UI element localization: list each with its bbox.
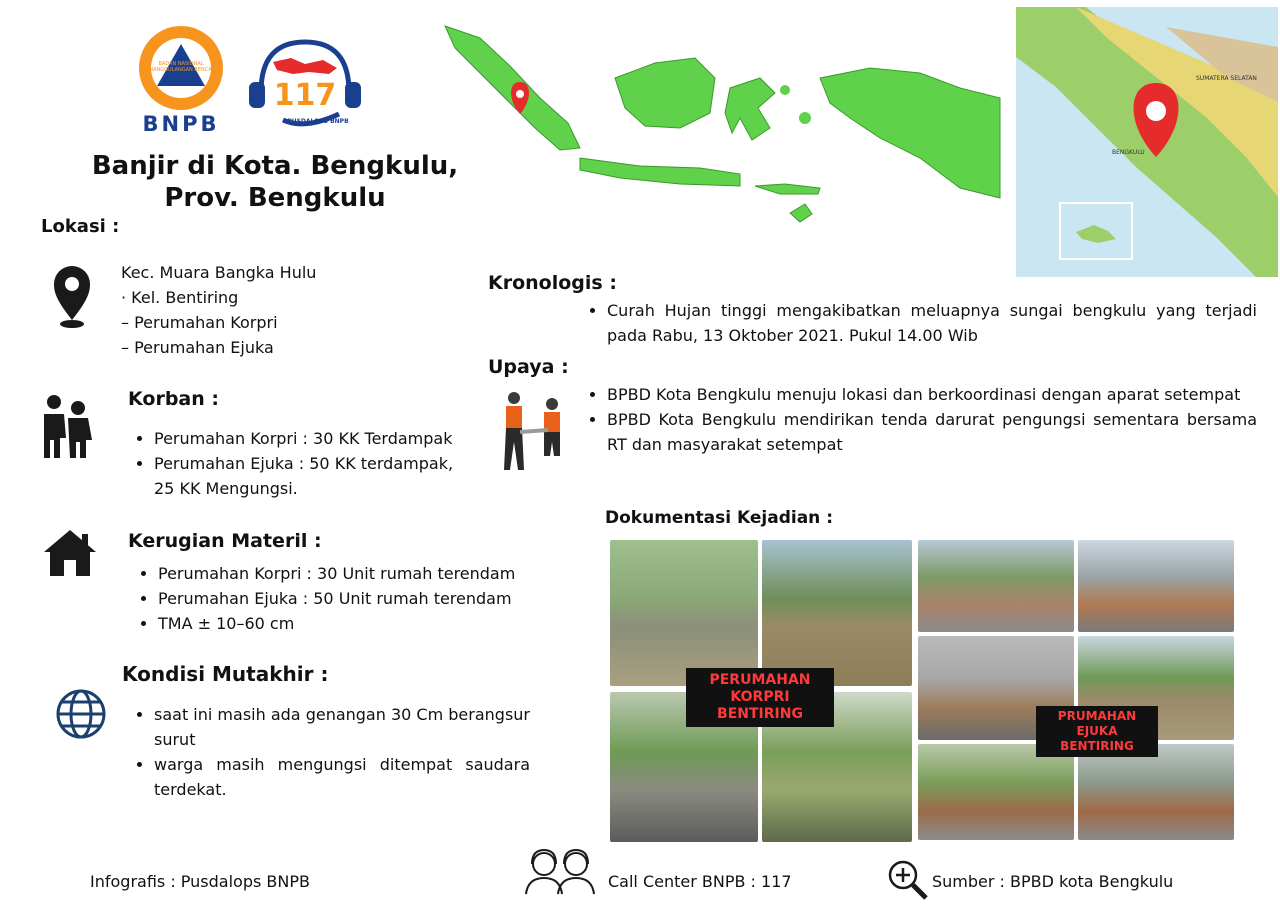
rescuers-icon bbox=[498, 390, 568, 472]
response-photo bbox=[918, 744, 1074, 840]
korban-item: • Perumahan Ejuka : 50 KK terdampak, 25 KK Mengungsi. bbox=[154, 451, 454, 501]
map-pin-icon bbox=[52, 264, 92, 330]
page-title bbox=[70, 150, 480, 214]
lokasi-line: Kec. Muara Bangka Hulu bbox=[121, 263, 317, 282]
kronologis-heading: Kronologis : bbox=[488, 272, 617, 294]
korban-item: • Perumahan Korpri : 30 KK Terdampak bbox=[154, 426, 487, 451]
bnpb-ring-text: BADAN NASIONAL PENANGGULANGAN BENCANA bbox=[143, 61, 219, 73]
map-label-bengkulu: BENGKULU bbox=[1112, 149, 1145, 156]
call-center-icon bbox=[522, 846, 598, 896]
banner-korpri bbox=[686, 668, 834, 727]
house-icon bbox=[42, 528, 98, 578]
photo-collage-korpri bbox=[610, 540, 912, 842]
lokasi-list bbox=[121, 260, 316, 360]
lokasi-line: · Kel. Bentiring bbox=[121, 288, 239, 307]
dokumentasi-heading: Dokumentasi Kejadian : bbox=[605, 508, 833, 528]
victims-icon bbox=[40, 394, 94, 460]
korban-list bbox=[132, 426, 487, 501]
globe-icon bbox=[55, 688, 107, 740]
kondisi-item: • saat ini masih ada genangan 30 Cm berangsur surut bbox=[154, 702, 530, 752]
response-photo bbox=[918, 540, 1074, 632]
photo-collage-ejuka bbox=[918, 540, 1234, 840]
banner-ejuka-line1: PRUMAHAN EJUKA bbox=[1057, 709, 1137, 738]
banner-ejuka bbox=[1036, 706, 1158, 757]
footer-sumber: Sumber : BPBD kota Bengkulu bbox=[932, 872, 1174, 891]
kondisi-item: • warga masih mengungsi ditempat saudara terdekat. bbox=[154, 752, 530, 802]
response-photo bbox=[1078, 744, 1234, 840]
banner-ejuka-line2: BENTIRING bbox=[1060, 739, 1134, 753]
lokasi-line: – Perumahan Ejuka bbox=[121, 338, 274, 357]
kerugian-item: • Perumahan Ejuka : 50 Unit rumah terendam bbox=[158, 586, 556, 611]
flood-photo bbox=[610, 540, 758, 686]
footer-infografis: Infografis : Pusdalops BNPB bbox=[90, 872, 310, 891]
pusdalops-text: PUSDALOPS BNPB bbox=[287, 118, 349, 125]
upaya-list bbox=[585, 382, 1257, 457]
lokasi-heading: Lokasi : bbox=[41, 216, 120, 237]
kondisi-list bbox=[132, 702, 530, 802]
upaya-heading: Upaya : bbox=[488, 356, 569, 378]
kronologis-list bbox=[585, 298, 1257, 348]
bnpb-logo bbox=[135, 24, 231, 136]
kerugian-item: • Perumahan Korpri : 30 Unit rumah terendam bbox=[158, 561, 556, 586]
bnpb-logo-text: BNPB bbox=[142, 112, 220, 136]
bengkulu-map bbox=[1016, 7, 1278, 277]
kerugian-list bbox=[136, 561, 556, 636]
indonesia-map bbox=[440, 18, 1005, 228]
kondisi-heading: Kondisi Mutakhir : bbox=[122, 662, 329, 686]
kerugian-item: • TMA ± 10–60 cm bbox=[158, 611, 556, 636]
footer-call-center: Call Center BNPB : 117 bbox=[608, 872, 792, 891]
upaya-item: • BPBD Kota Bengkulu menuju lokasi dan berkoordinasi dengan aparat setempat bbox=[607, 382, 1257, 407]
lokasi-line: – Perumahan Korpri bbox=[121, 313, 278, 332]
kronologis-item: • Curah Hujan tinggi mengakibatkan meluapnya sungai bengkulu yang terjadi pada Rabu, 13 Oktober 2021. Pukul 14.00 Wib bbox=[607, 298, 1257, 348]
flood-photo bbox=[762, 540, 912, 686]
title-line-1: Banjir di Kota. Bengkulu, bbox=[91, 151, 459, 181]
response-photo bbox=[1078, 540, 1234, 632]
title-line-2: Prov. Bengkulu bbox=[164, 183, 386, 213]
magnifier-icon bbox=[886, 858, 930, 902]
banner-korpri-line2: BENTIRING bbox=[717, 706, 803, 722]
map-label-sumsel: SUMATERA SELATAN bbox=[1196, 75, 1257, 82]
kerugian-heading: Kerugian Materil : bbox=[128, 530, 322, 552]
korban-heading: Korban : bbox=[128, 388, 219, 410]
banner-korpri-line1: PERUMAHAN KORPRI bbox=[709, 672, 811, 705]
upaya-item: • BPBD Kota Bengkulu mendirikan tenda darurat pengungsi sementara bersama RT dan masyarakat setempat bbox=[607, 407, 1257, 457]
pusdalops-logo bbox=[243, 34, 367, 134]
pusdalops-number: 117 bbox=[273, 78, 337, 113]
